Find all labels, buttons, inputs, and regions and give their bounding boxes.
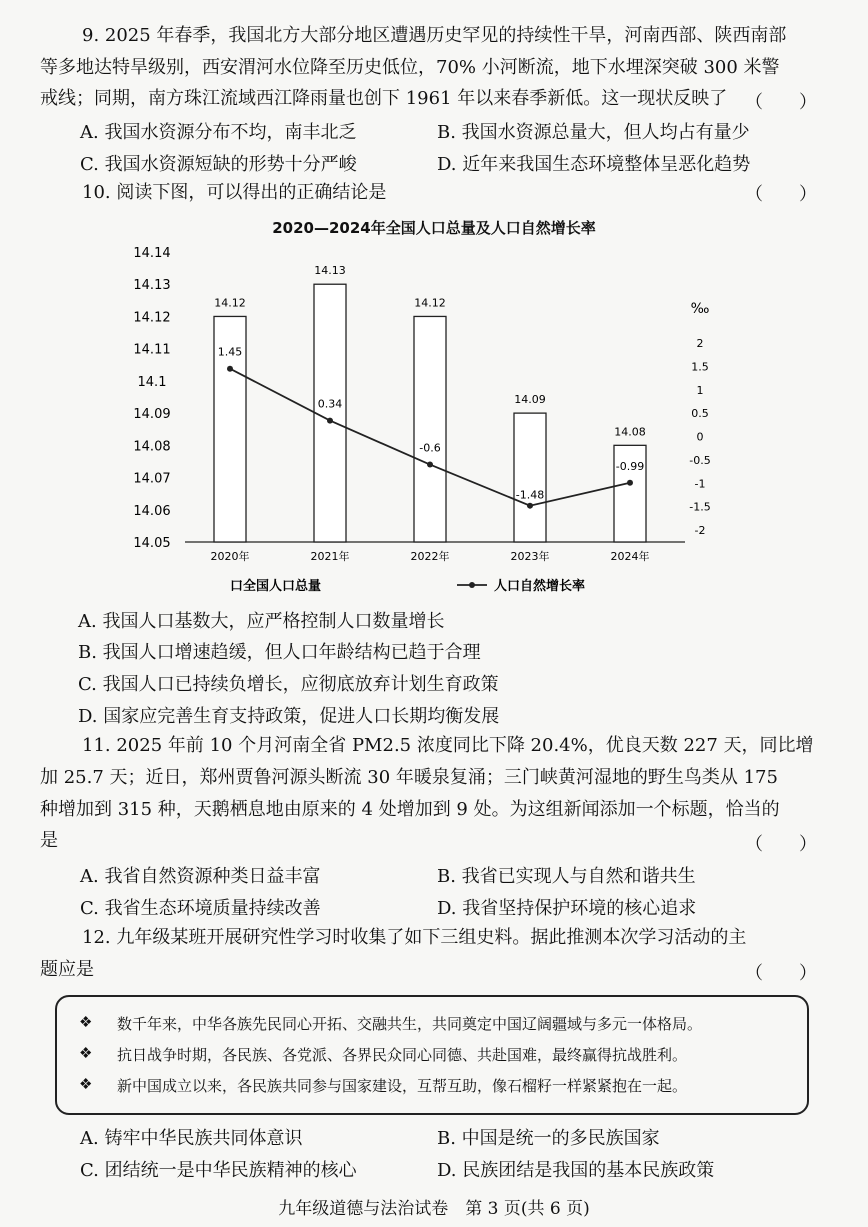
x-axis-tick: 2022年 (410, 550, 450, 563)
source-item-2: 抗日战争时期，各民族、各党派、各界民众同心同德、共赴国难，最终赢得抗战胜利。 (117, 1046, 688, 1064)
bar (314, 284, 346, 542)
q11-option-c: C. 我省生态环境质量持续改善 (80, 898, 321, 919)
x-axis-tick: 2020年 (210, 550, 250, 563)
right-axis-tick: -1 (694, 477, 706, 491)
legend-bar-label: 口全国人口总量 (230, 579, 322, 594)
growth-rate-point (627, 480, 633, 486)
x-axis-tick: 2023年 (510, 550, 550, 563)
q9-option-a: A. 我国水资源分布不均，南丰北乏 (80, 122, 357, 143)
right-axis-tick: 0 (696, 430, 704, 444)
right-axis-tick: 1 (696, 383, 704, 397)
right-axis-tick: -0.5 (689, 453, 711, 467)
bar (514, 413, 546, 542)
q11-line-4: 是 (40, 830, 58, 851)
q10-option-b: B. 我国人口增速趋缓，但人口年龄结构已趋于合理 (78, 642, 481, 663)
q9-option-c: C. 我国水资源短缺的形势十分严峻 (80, 154, 357, 175)
q12-option-a: A. 铸牢中华民族共同体意识 (80, 1128, 303, 1149)
right-axis-tick: 0.5 (691, 407, 709, 421)
growth-rate-point (427, 462, 433, 468)
left-axis-tick: 14.05 (133, 536, 171, 551)
q10-option-d: D. 国家应完善生育支持政策，促进人口长期均衡发展 (78, 706, 500, 727)
line-data-label: -0.6 (419, 441, 441, 455)
x-axis-tick: 2021年 (310, 550, 350, 563)
line-data-label: -0.99 (615, 459, 645, 473)
q12-option-d: D. 民族团结是我国的基本民族政策 (437, 1160, 715, 1181)
q11-option-b: B. 我省已实现人与自然和谐共生 (437, 866, 696, 887)
growth-rate-point (527, 503, 533, 509)
source-item-1: 数千年来，中华各族先民同心开拓、交融共生，共同奠定中国辽阔疆域与多元一体格局。 (117, 1015, 703, 1033)
q9-line-2: 等多地达特旱级别，西安渭河水位降至历史低位，70% 小河断流，地下水埋深突破 300 米警 (40, 57, 780, 78)
source-material-box (55, 995, 809, 1115)
left-axis-tick: 14.09 (133, 407, 171, 423)
right-axis-tick: -2 (694, 524, 706, 537)
bar (414, 316, 446, 542)
q9-answer-paren: （ ） (745, 92, 817, 113)
q12-option-c: C. 团结统一是中华民族精神的核心 (80, 1160, 357, 1181)
right-axis-tick: 2 (696, 337, 704, 350)
right-axis-tick: -1.5 (689, 500, 711, 514)
left-axis-tick: 14.1 (137, 374, 167, 390)
x-axis-tick: 2024年 (610, 550, 650, 563)
q11-option-d: D. 我省坚持保护环境的核心追求 (437, 898, 697, 919)
chart-title: 2020—2024年全国人口总量及人口自然增长率 (272, 219, 596, 237)
bullet-icon: ❖ (79, 1013, 93, 1031)
line-data-label: -1.48 (515, 488, 545, 502)
q12-answer-paren: （ ） (745, 963, 817, 984)
bullet-icon: ❖ (79, 1075, 93, 1093)
left-axis-tick: 14.08 (133, 439, 171, 455)
bar-data-label: 14.13 (314, 264, 346, 278)
source-item-3: 新中国成立以来，各民族共同参与国家建设，互帮互助，像石榴籽一样紧紧抱在一起。 (117, 1077, 688, 1095)
q11-answer-paren: （ ） (745, 834, 817, 855)
right-axis-unit: ‰ (690, 301, 710, 317)
legend-line-label: 人口自然增长率 (494, 579, 586, 594)
right-axis-tick: 1.5 (691, 360, 709, 374)
q10-stem: 10. 阅读下图，可以得出的正确结论是 (82, 182, 387, 203)
q9-option-d: D. 近年来我国生态环境整体呈恶化趋势 (437, 154, 751, 175)
q11-line-3: 种增加到 315 种，天鹅栖息地由原来的 4 处增加到 9 处。为这组新闻添加一个标题，恰当的 (40, 799, 780, 820)
page-footer: 九年级道德与法治试卷 第 3 页(共 6 页) (278, 1199, 590, 1219)
growth-rate-point (327, 418, 333, 424)
q10-option-c: C. 我国人口已持续负增长，应彻底放弃计划生育政策 (78, 674, 499, 695)
left-axis-tick: 14.07 (133, 471, 171, 487)
q12-option-b: B. 中国是统一的多民族国家 (437, 1128, 660, 1149)
growth-rate-point (227, 366, 233, 372)
q10-option-a: A. 我国人口基数大，应严格控制人口数量增长 (78, 611, 445, 632)
q10-answer-paren: （ ） (745, 184, 817, 205)
q9-line-1: 9. 2025 年春季，我国北方大部分地区遭遇历史罕见的持续性干旱，河南西部、陕西南部 (82, 25, 787, 46)
q11-option-a: A. 我省自然资源种类日益丰富 (80, 866, 321, 887)
bar-data-label: 14.12 (414, 296, 446, 310)
left-axis-tick: 14.06 (133, 503, 171, 519)
q12-line-2: 题应是 (40, 959, 94, 980)
bar-data-label: 14.09 (514, 393, 546, 407)
q12-line-1: 12. 九年级某班开展研究性学习时收集了如下三组史料。据此推测本次学习活动的主 (82, 927, 747, 948)
q11-line-1: 11. 2025 年前 10 个月河南全省 PM2.5 浓度同比下降 20.4%，优良天数 227 天，同比增 (82, 735, 814, 756)
q11-line-2: 加 25.7 天；近日，郑州贾鲁河源头断流 30 年暖泉复涌；三门峡黄河湿地的野生鸟类从 175 (40, 767, 778, 788)
line-data-label: 0.34 (317, 397, 343, 411)
line-data-label: 1.45 (217, 345, 243, 359)
left-axis-tick: 14.12 (133, 310, 171, 326)
bullet-icon: ❖ (79, 1044, 93, 1062)
left-axis-tick: 14.11 (133, 342, 171, 358)
q9-option-b: B. 我国水资源总量大，但人均占有量少 (437, 122, 750, 143)
legend-line-marker (469, 582, 475, 588)
bar-data-label: 14.12 (214, 296, 246, 310)
left-axis-tick: 14.14 (133, 246, 171, 261)
bar-data-label: 14.08 (614, 425, 646, 439)
left-axis-tick: 14.13 (133, 278, 171, 294)
q9-line-3: 戒线；同期，南方珠江流域西江降雨量也创下 1961 年以来春季新低。这一现状反映了 (40, 88, 728, 109)
